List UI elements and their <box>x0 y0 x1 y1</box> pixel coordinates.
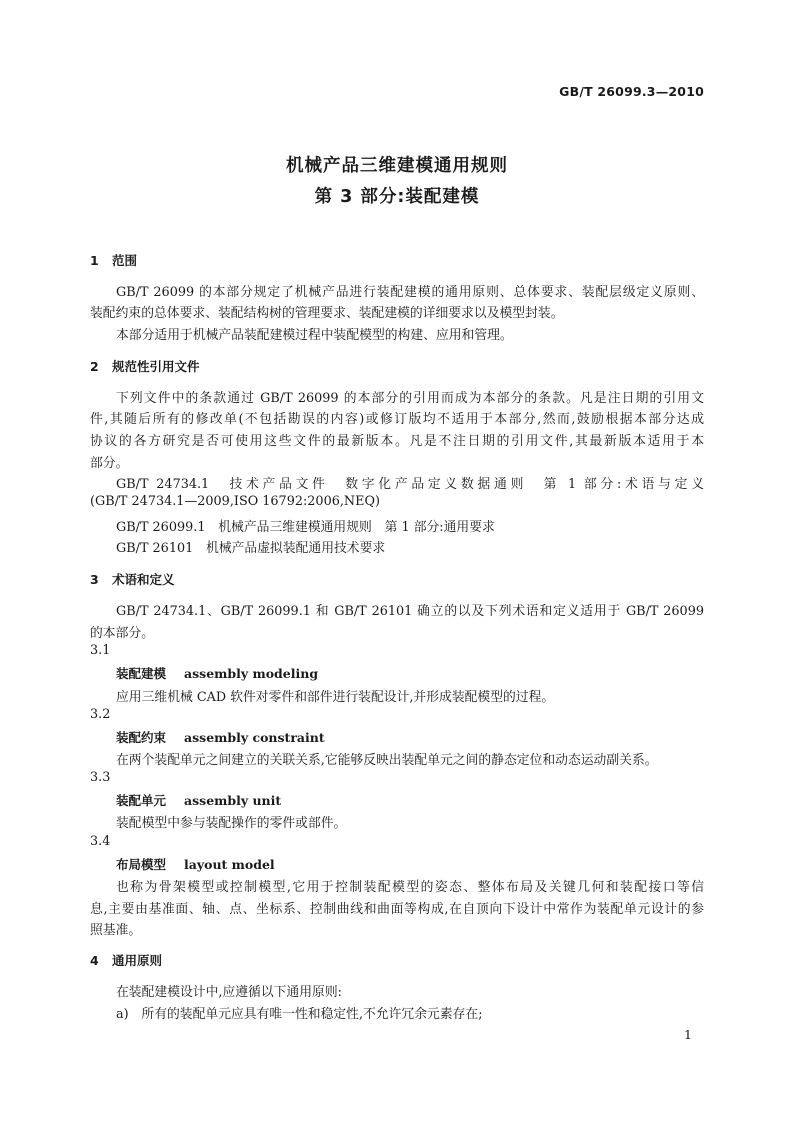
paragraph-line: 本部分适用于机械产品装配建模过程中装配模型的构建、应用和管理。 <box>116 328 513 343</box>
paragraph-line: 协议的各方研究是否可使用这些文件的最新版本。凡是不注日期的引用文件,其最新版本适用于本 <box>90 434 704 449</box>
paragraph-line: 下列文件中的条款通过 GB/T 26099 的本部分的引用而成为本部分的条款。凡是注日期的引用文 <box>116 391 704 406</box>
term-english: assembly unit <box>184 793 282 808</box>
reference-line: (GB/T 24734.1—2009,ISO 16792:2006,NEQ) <box>90 494 380 509</box>
section-1-heading <box>90 251 137 269</box>
list-item-a: a) 所有的装配单元应具有唯一性和稳定性,不允许冗余元素存在; <box>116 1007 483 1022</box>
section-4-heading <box>90 951 162 969</box>
term-definition: 在两个装配单元之间建立的关联关系,它能够反映出装配单元之间的静态定位和动态运动副关系。 <box>116 753 658 768</box>
document-title: 机械产品三维建模通用规则 <box>286 156 508 176</box>
section-title: 通用原则 <box>112 953 163 968</box>
term-english: assembly constraint <box>184 730 325 745</box>
paragraph-line: GB/T 26099 的本部分规定了机械产品进行装配建模的通用原则、总体要求、装配层级定义原则、 <box>116 285 704 300</box>
clause-number: 3.2 <box>90 707 111 722</box>
section-title: 规范性引用文件 <box>112 359 200 374</box>
reference-line: GB/T 24734.1 技术产品文件 数字化产品定义数据通则 第 1 部分:术语与定义 <box>116 477 704 492</box>
page-number: 1 <box>684 1027 692 1042</box>
reference-line: GB/T 26099.1 机械产品三维建模通用规则 第 1 部分:通用要求 <box>116 520 495 535</box>
term-chinese: 布局模型 <box>116 857 167 872</box>
term-chinese: 装配约束 <box>116 730 167 745</box>
reference-line: GB/T 26101 机械产品虚拟装配通用技术要求 <box>116 541 386 556</box>
section-title: 范围 <box>112 253 138 268</box>
term-english: layout model <box>184 857 275 872</box>
section-title: 术语和定义 <box>112 572 175 587</box>
term-definition: 应用三维机械 CAD 软件对零件和部件进行装配设计,并形成装配模型的过程。 <box>116 690 555 705</box>
paragraph-line: 装配约束的总体要求、装配结构树的管理要求、装配建模的详细要求以及模型封装。 <box>90 306 564 321</box>
term-definition: 息,主要由基准面、轴、点、坐标系、控制曲线和曲面等构成,在自顶向下设计中常作为装配单元设计的参 <box>90 902 704 917</box>
clause-number: 3.1 <box>90 643 111 658</box>
section-3-heading <box>90 570 175 588</box>
section-number: 4 <box>90 953 99 968</box>
term-definition: 照基准。 <box>90 923 142 938</box>
paragraph-line: 在装配建模设计中,应遵循以下通用原则: <box>116 985 342 1000</box>
standard-code: GB/T 26099.3—2010 <box>559 84 704 99</box>
term-english: assembly modeling <box>184 666 319 681</box>
term-definition: 也称为骨架模型或控制模型,它用于控制装配模型的姿态、整体布局及关键几何和装配接口等信 <box>116 880 704 895</box>
term-entry <box>116 791 281 809</box>
clause-number: 3.3 <box>90 770 111 785</box>
section-number: 1 <box>90 253 99 268</box>
paragraph-line: GB/T 24734.1、GB/T 26099.1 和 GB/T 26101 确立的以及下列术语和定义适用于 GB/T 26099 <box>116 604 704 619</box>
document-subtitle: 第 3 部分:装配建模 <box>314 187 480 207</box>
section-number: 3 <box>90 572 99 587</box>
term-entry <box>116 728 325 746</box>
term-chinese: 装配建模 <box>116 666 167 681</box>
paragraph-line: 的本部分。 <box>90 626 154 641</box>
paragraph-line: 部分。 <box>90 456 129 471</box>
term-definition: 装配模型中参与装配操作的零件或部件。 <box>116 816 347 831</box>
paragraph-line: 件,其随后所有的修改单(不包括勘误的内容)或修订版均不适用于本部分,然而,鼓励根据本部分达成 <box>90 412 704 427</box>
term-entry <box>116 855 275 873</box>
section-number: 2 <box>90 359 99 374</box>
clause-number: 3.4 <box>90 834 111 849</box>
section-2-heading <box>90 357 200 375</box>
term-entry <box>116 664 318 682</box>
term-chinese: 装配单元 <box>116 793 167 808</box>
